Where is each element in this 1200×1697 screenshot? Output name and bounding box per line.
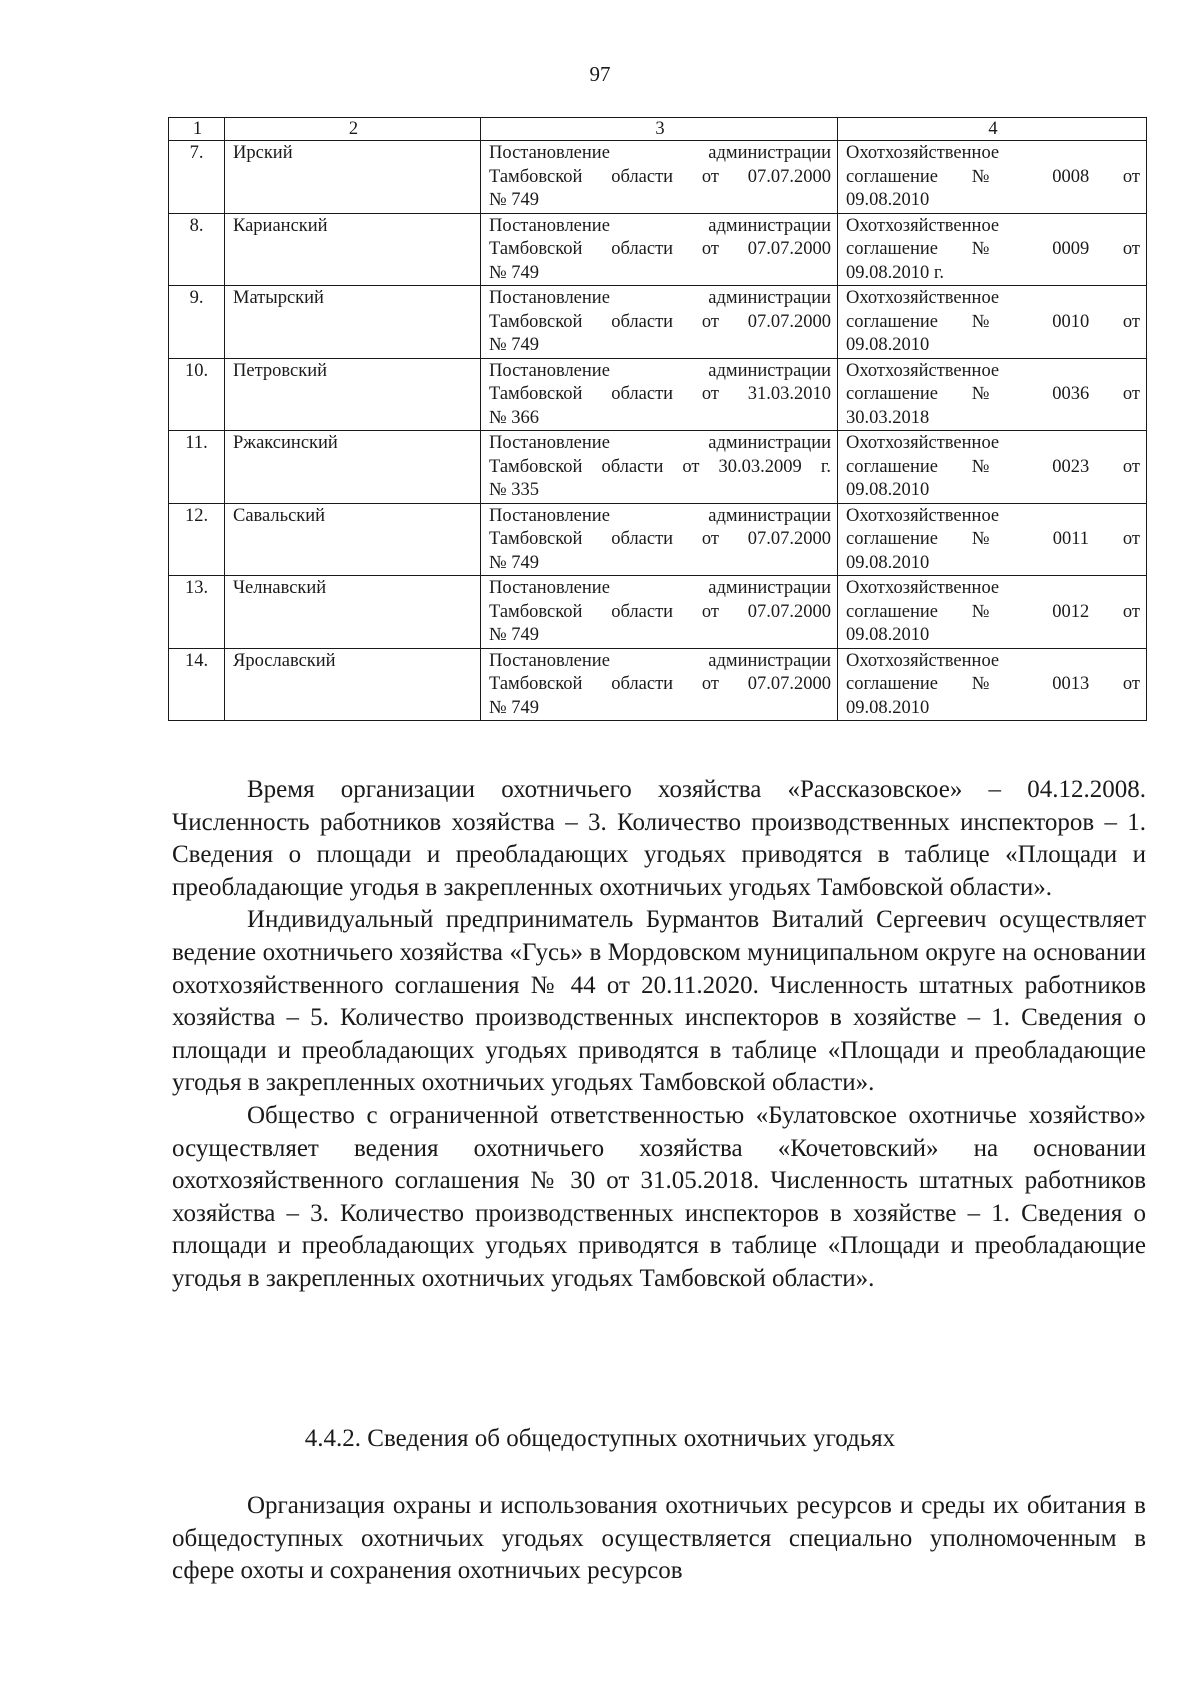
founding-document	[481, 213, 838, 286]
row-number: 8.	[169, 213, 225, 286]
table-row	[169, 576, 1147, 649]
table-row	[169, 503, 1147, 576]
doc-line: Тамбовской области от 07.07.2000	[489, 166, 831, 187]
table-row	[169, 141, 1147, 214]
section-heading: 4.4.2. Сведения об общедоступных охотничьих угодьях	[304, 1425, 896, 1452]
agreement-line: Охотхозяйственное	[846, 433, 1000, 453]
row-number: 7.	[169, 141, 225, 214]
agreement-line: соглашение № 0023 от	[846, 456, 1140, 477]
doc-line: Постановление администрации	[489, 215, 831, 236]
founding-document	[481, 648, 838, 721]
hunting-ground-name: Карианский	[225, 213, 481, 286]
doc-line: Постановление администрации	[489, 143, 831, 163]
agreement-line: 09.08.2010	[846, 625, 930, 645]
doc-line: Постановление администрации	[489, 650, 831, 671]
doc-line: № 749	[489, 335, 540, 355]
agreement-line: 09.08.2010	[846, 697, 930, 718]
agreement-info	[838, 503, 1147, 576]
agreement-line: Охотхозяйственное	[846, 505, 1000, 526]
doc-line: Постановление администрации	[489, 360, 831, 381]
doc-line: № 749	[489, 625, 540, 645]
agreement-line: Охотхозяйственное	[846, 215, 1000, 236]
table-row	[169, 286, 1147, 359]
doc-line: № 749	[489, 262, 540, 283]
agreement-line: соглашение № 0008 от	[846, 166, 1140, 187]
row-number: 13.	[169, 576, 225, 649]
doc-line: Тамбовской области от 07.07.2000	[489, 529, 831, 549]
agreement-line: 09.08.2010	[846, 190, 930, 210]
agreement-line: соглашение № 0012 от	[846, 601, 1140, 622]
doc-line: Тамбовской области от 31.03.2010	[489, 384, 831, 404]
doc-line: Тамбовской области от 07.07.2000	[489, 239, 831, 259]
agreement-line: 09.08.2010 г.	[846, 262, 945, 283]
body-text	[172, 774, 1146, 1296]
hunting-ground-name: Петровский	[225, 358, 481, 431]
founding-document	[481, 286, 838, 359]
column-header: 4	[838, 118, 1147, 141]
doc-line: Тамбовской области от 07.07.2000	[489, 601, 831, 622]
agreement-line: Охотхозяйственное	[846, 650, 1000, 671]
agreement-info	[838, 213, 1147, 286]
agreement-line: 09.08.2010	[846, 335, 930, 355]
founding-document	[481, 503, 838, 576]
doc-line: Тамбовской области от 07.07.2000	[489, 674, 831, 694]
hunting-ground-name: Ирский	[225, 141, 481, 214]
agreement-info	[838, 358, 1147, 431]
founding-document	[481, 141, 838, 214]
page-number: 97	[589, 62, 611, 86]
final-text	[172, 1490, 1146, 1588]
agreement-line: 30.03.2018	[846, 407, 930, 428]
agreement-line: 09.08.2010	[846, 552, 930, 573]
hunting-grounds-table	[168, 117, 1147, 721]
agreement-info	[838, 576, 1147, 649]
doc-line: Тамбовской области от 07.07.2000	[489, 311, 831, 332]
row-number: 10.	[169, 358, 225, 431]
agreement-line: соглашение № 0010 от	[846, 311, 1140, 332]
hunting-ground-name: Челнавский	[225, 576, 481, 649]
column-header: 1	[169, 118, 225, 141]
agreement-line: Охотхозяйственное	[846, 288, 1000, 308]
agreement-info	[838, 141, 1147, 214]
row-number: 12.	[169, 503, 225, 576]
doc-line: № 366	[489, 407, 540, 428]
doc-line: Постановление администрации	[489, 505, 831, 526]
founding-document	[481, 431, 838, 504]
agreement-info	[838, 286, 1147, 359]
table-row	[169, 648, 1147, 721]
doc-line: Тамбовской области от 30.03.2009 г.	[489, 456, 831, 477]
agreement-line: Охотхозяйственное	[846, 360, 1000, 381]
table-body	[169, 141, 1147, 721]
founding-document	[481, 358, 838, 431]
paragraph-rasskazovskoe: Время организации охотничьего хозяйства «Рассказовское» – 04.12.2008. Численность работников хозяйства – 3. Количество производственных инспекторов – 1. Сведения о площади и преобладающих угодьях приводятся в таблице «Площади и преобладающие угодья в закрепленных охотничьих угодьях Тамбовской области».	[172, 776, 1146, 901]
agreement-line: 09.08.2010	[846, 480, 930, 500]
doc-line: № 335	[489, 480, 540, 500]
table-row	[169, 213, 1147, 286]
column-header: 2	[225, 118, 481, 141]
founding-document	[481, 576, 838, 649]
hunting-ground-name: Матырский	[225, 286, 481, 359]
agreement-info	[838, 431, 1147, 504]
paragraph-gus: Индивидуальный предприниматель Бурмантов Виталий Сергеевич осуществляет ведение охотничьего хозяйства «Гусь» в Мордовском муниципальном округе на основании охотхозяйственного соглашения № 44 от 20.11.2020. Численность штатных работников хозяйства – 5. Количество производственных инспекторов в хозяйстве – 1. Сведения о площади и преобладающих угодьях приводятся в таблице «Площади и преобладающие угодья в закрепленных охотничьих угодьях Тамбовской области».	[172, 906, 1146, 1097]
agreement-line: соглашение № 0036 от	[846, 384, 1140, 404]
hunting-ground-name: Савальский	[225, 503, 481, 576]
hunting-ground-name: Ржаксинский	[225, 431, 481, 504]
paragraph-public-grounds: Организация охраны и использования охотничьих ресурсов и среды их обитания в общедоступных охотничьих угодьях осуществляется специально уполномоченным в сфере охоты и сохранения охотничьих ресурсов	[172, 1492, 1146, 1585]
agreement-line: Охотхозяйственное	[846, 578, 1000, 598]
hunting-ground-name: Ярославский	[225, 648, 481, 721]
agreement-line: Охотхозяйственное	[846, 143, 1000, 163]
doc-line: № 749	[489, 552, 540, 573]
doc-line: № 749	[489, 697, 540, 718]
row-number: 14.	[169, 648, 225, 721]
doc-line: Постановление администрации	[489, 433, 831, 453]
paragraph-kochetovsky: Общество с ограниченной ответственностью «Булатовское охотничье хозяйство» осуществляет ведения охотничьего хозяйства «Кочетовский» на основании охотхозяйственного соглашения № 30 от 31.05.2018. Численность штатных работников хозяйства – 3. Количество производственных инспекторов в хозяйстве – 1. Сведения о площади и преобладающих угодьях приводятся в таблице «Площади и преобладающие угодья в закрепленных охотничьих угодьях Тамбовской области».	[172, 1101, 1146, 1292]
row-number: 9.	[169, 286, 225, 359]
table-row	[169, 431, 1147, 504]
doc-line: Постановление администрации	[489, 288, 831, 308]
row-number: 11.	[169, 431, 225, 504]
agreement-line: соглашение № 0013 от	[846, 674, 1140, 694]
doc-line: Постановление администрации	[489, 578, 831, 598]
column-header: 3	[481, 118, 838, 141]
agreement-info	[838, 648, 1147, 721]
agreement-line: соглашение № 0011 от	[846, 529, 1140, 549]
doc-line: № 749	[489, 190, 540, 210]
table-row	[169, 358, 1147, 431]
table-header-row	[169, 118, 1147, 141]
agreement-line: соглашение № 0009 от	[846, 239, 1140, 259]
